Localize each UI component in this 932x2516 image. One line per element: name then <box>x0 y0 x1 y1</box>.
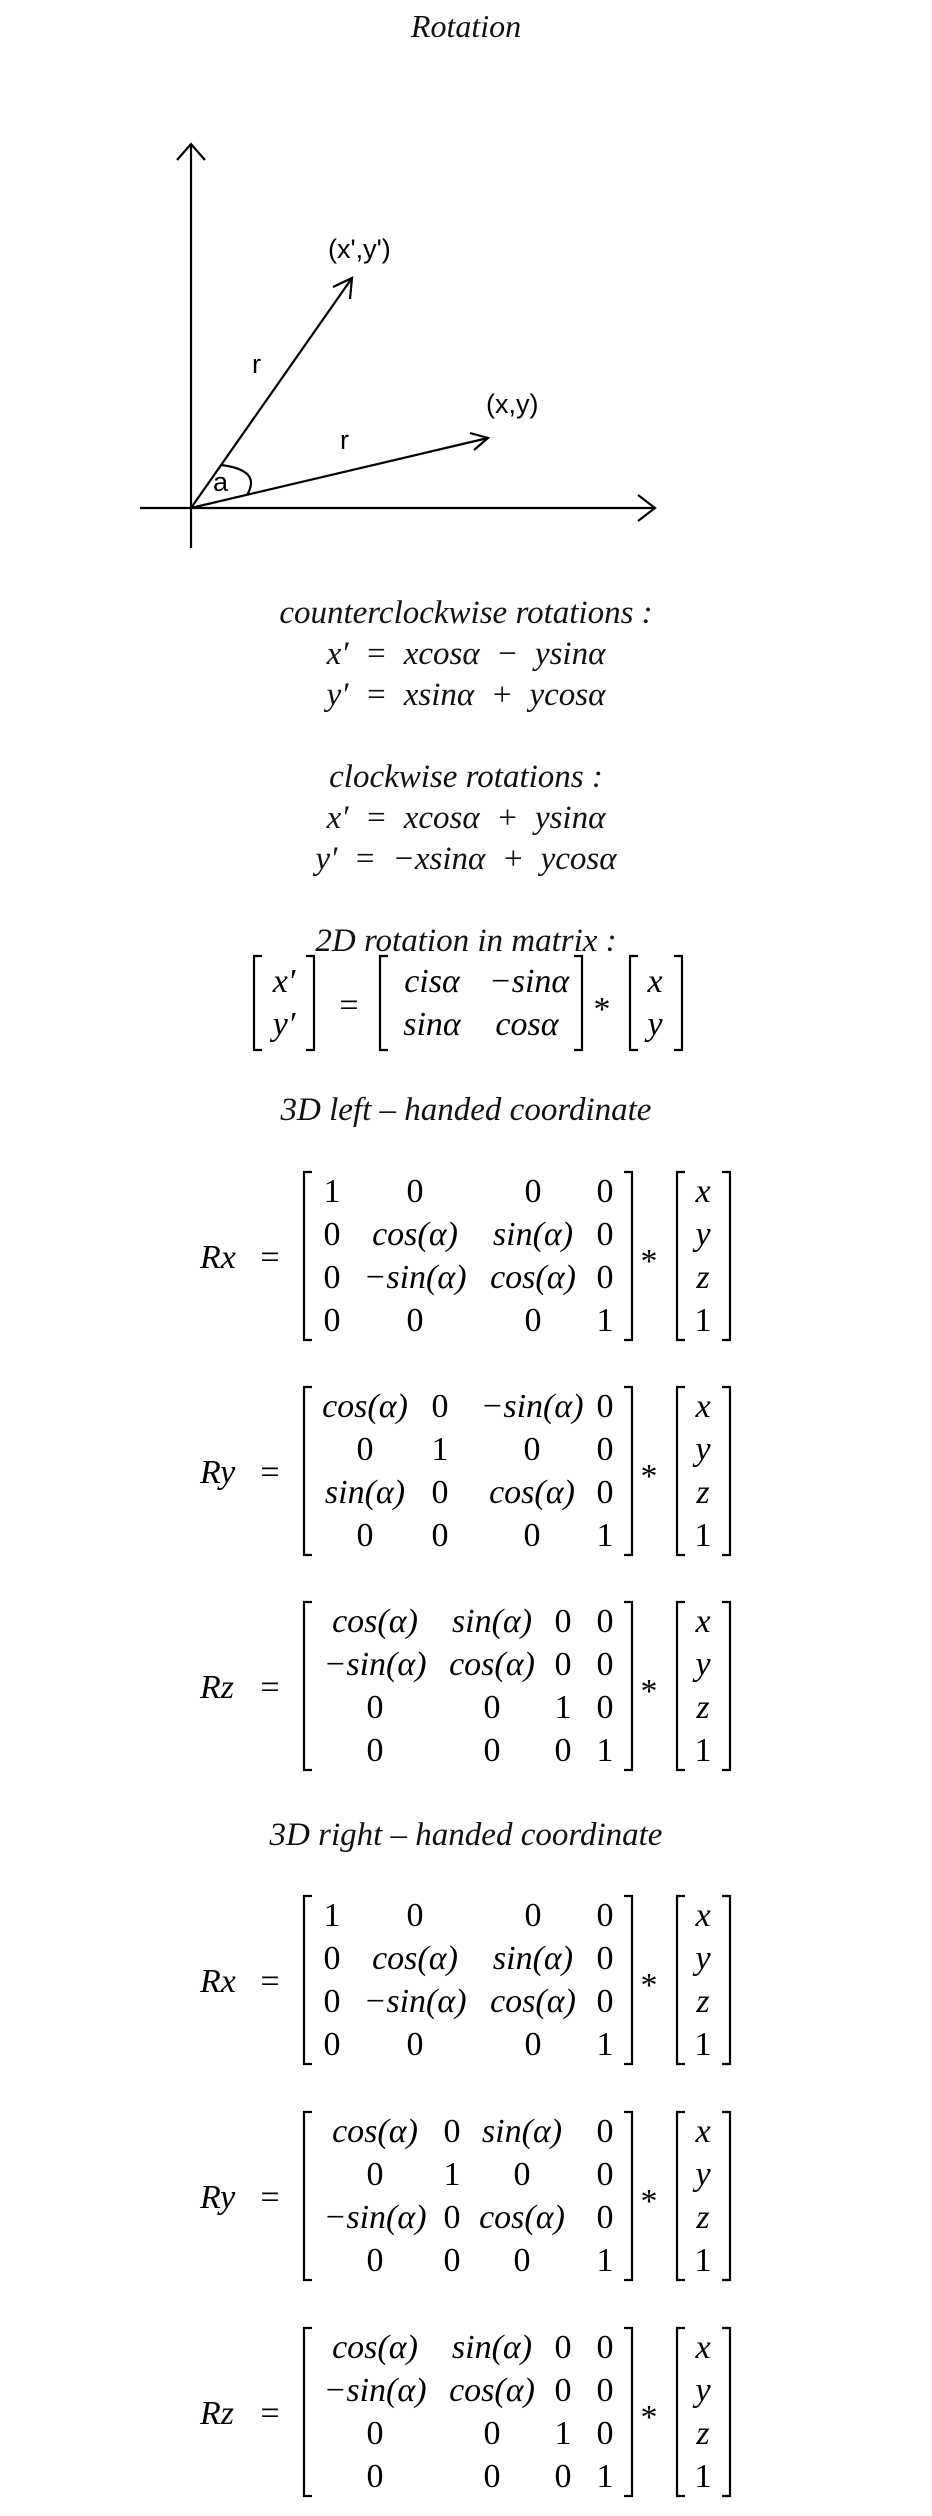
matrix-cell: sin(α) <box>492 1940 574 1977</box>
vector-left-bracket <box>677 1896 685 2064</box>
vector-cell: x <box>695 2113 711 2150</box>
matrix-cell: 0 <box>323 1940 341 1977</box>
matrix-cell: 1 <box>554 1689 572 1726</box>
vector-cell: x <box>695 1173 711 1210</box>
matrix-cell: sin(α) <box>481 2113 563 2150</box>
vector-left-bracket <box>677 2328 685 2496</box>
matrix-cell: 0 <box>323 2026 341 2063</box>
matrix-cell: 0 <box>596 1431 614 1468</box>
matrix-cell: 0 <box>443 2242 461 2279</box>
vector-cell: 1 <box>694 1302 712 1339</box>
matrix-cell: 0 <box>431 1474 449 1511</box>
multiply-sign: * <box>640 2183 658 2220</box>
matrix-cell: 1 <box>554 2415 572 2452</box>
matrix-cell: 0 <box>554 2372 572 2409</box>
vector-cell: z <box>696 1983 710 2020</box>
matrix-cell: sin(α) <box>324 1474 406 1511</box>
matrix-name: Ry <box>200 2179 236 2216</box>
vector-right-bracket <box>722 1602 730 1770</box>
matrix-left-bracket <box>304 2112 312 2280</box>
matrix-cell: 0 <box>554 2458 572 2495</box>
matrix-cell: 0 <box>431 1388 449 1425</box>
matrix-cell: 1 <box>323 1897 341 1934</box>
matrix-cell: 1 <box>596 1302 614 1339</box>
page-title: Rotation <box>410 8 522 44</box>
matrix-right-bracket <box>624 1896 632 2064</box>
vector-cell: y <box>695 1940 711 1977</box>
vector-cell: x <box>695 1388 711 1425</box>
matrix-left-bracket <box>304 2328 312 2496</box>
matrix-cell: 0 <box>523 1431 541 1468</box>
vector-cell: z <box>696 1474 710 1511</box>
matrix-left-bracket <box>304 1602 312 1770</box>
matrix-cell: 0 <box>596 2415 614 2452</box>
vector-left-bracket <box>677 1602 685 1770</box>
right-handed-rz-equation <box>0 2316 932 2516</box>
matrix-cell: 0 <box>356 1517 374 1554</box>
matrix-cell: cos(α) <box>372 1216 458 1253</box>
matrix-cell: 0 <box>443 2199 461 2236</box>
matrix-cell: cos(α) <box>332 2113 418 2150</box>
matrix-cell: 1 <box>443 2156 461 2193</box>
matrix-cell: cos(α) <box>490 1983 576 2020</box>
vector-right-bracket <box>722 1387 730 1555</box>
matrix-cell: 0 <box>596 1983 614 2020</box>
lhs-y-prime: y′ <box>272 1006 296 1043</box>
vector-left-bracket <box>630 956 638 1050</box>
matrix-cell: 1 <box>596 1732 614 1769</box>
matrix-cell: 0 <box>406 1302 424 1339</box>
vector-cell: x <box>695 1603 711 1640</box>
vector-cell: 1 <box>694 2242 712 2279</box>
label-r-original: r <box>340 425 349 455</box>
vector-cell: y <box>695 2372 711 2409</box>
left-handed-ry-equation <box>0 1375 932 1575</box>
lhs-right-bracket <box>306 956 314 1050</box>
matrix-cell: 0 <box>523 1517 541 1554</box>
matrix-cell: 0 <box>366 2156 384 2193</box>
multiply-sign: * <box>593 991 611 1028</box>
equals-sign: = <box>260 1669 280 1706</box>
matrix-cell: sinα <box>403 1006 461 1043</box>
matrix-cell: 0 <box>443 2113 461 2150</box>
vector-cell: y <box>695 1431 711 1468</box>
vector-right-bracket <box>722 1172 730 1340</box>
matrix-cell: 0 <box>366 1689 384 1726</box>
vector-cell: 1 <box>694 1732 712 1769</box>
matrix-cell: −sin(α) <box>323 2372 427 2409</box>
vector-cell: y <box>695 1216 711 1253</box>
matrix-cell: 0 <box>596 1689 614 1726</box>
matrix-cell: 0 <box>366 2242 384 2279</box>
ccw-equation-1: x′ = xcosα − ysinα <box>326 636 606 672</box>
cw-equation-2: y′ = −xsinα + ycosα <box>315 841 617 877</box>
matrix-cell: −sin(α) <box>363 1259 467 1296</box>
matrix-cell: cos(α) <box>332 2329 418 2366</box>
equals-sign: = <box>260 2395 280 2432</box>
matrix-cell: 0 <box>406 1897 424 1934</box>
ccw-equation-2: y′ = xsinα + ycosα <box>326 677 606 713</box>
cw-equation-1: x′ = xcosα + ysinα <box>326 800 606 836</box>
matrix-cell: 0 <box>513 2242 531 2279</box>
label-r-rotated: r <box>252 349 261 379</box>
matrix-cell: sin(α) <box>451 1603 533 1640</box>
matrix-cell: sin(α) <box>492 1216 574 1253</box>
matrix-cell: 0 <box>483 2458 501 2495</box>
label-angle: a <box>213 467 229 497</box>
multiply-sign: * <box>640 1458 658 1495</box>
matrix-left-bracket <box>304 1172 312 1340</box>
matrix-cell: 0 <box>431 1517 449 1554</box>
matrix-left-bracket <box>304 1387 312 1555</box>
matrix-cell: 1 <box>323 1173 341 1210</box>
matrix-left-bracket <box>304 1896 312 2064</box>
matrix-name: Rz <box>200 1669 234 1706</box>
matrix-left-bracket <box>380 956 388 1050</box>
matrix-cell: 0 <box>366 2415 384 2452</box>
matrix-cell: 0 <box>366 1732 384 1769</box>
matrix-cell: −sin(α) <box>363 1983 467 2020</box>
matrix-cell: 0 <box>483 1689 501 1726</box>
cw-heading: clockwise rotations : <box>329 759 603 795</box>
label-xy: (x,y) <box>486 389 539 419</box>
multiply-sign: * <box>640 1673 658 1710</box>
matrix-cell: 0 <box>596 2113 614 2150</box>
matrix-cell: 0 <box>596 1897 614 1934</box>
vector-cell: z <box>696 1259 710 1296</box>
matrix-cell: 0 <box>356 1431 374 1468</box>
vector-right-bracket <box>722 1896 730 2064</box>
matrix-cell: 0 <box>323 1983 341 2020</box>
vector-cell: x <box>695 1897 711 1934</box>
matrix-cell: cos(α) <box>449 1646 535 1683</box>
matrix-cell: 0 <box>406 1173 424 1210</box>
matrix-cell: 1 <box>596 2458 614 2495</box>
matrix-cell: cos(α) <box>449 2372 535 2409</box>
matrix-cell: 0 <box>596 1646 614 1683</box>
equals-sign: = <box>260 1239 280 1276</box>
vector-cell: z <box>696 2199 710 2236</box>
matrix-cell: 0 <box>596 1603 614 1640</box>
matrix-right-bracket <box>574 956 582 1050</box>
matrix-cell: 0 <box>596 1474 614 1511</box>
matrix-cell: 0 <box>323 1216 341 1253</box>
matrix-cell: 1 <box>431 1431 449 1468</box>
matrix-cell: 0 <box>366 2458 384 2495</box>
rot2d-equation <box>0 952 932 1062</box>
matrix-cell: 0 <box>596 1173 614 1210</box>
label-xy-prime: (x',y') <box>328 234 391 264</box>
matrix-cell: 0 <box>596 2156 614 2193</box>
matrix-cell: 0 <box>596 1388 614 1425</box>
multiply-sign: * <box>640 1967 658 2004</box>
equals-sign: = <box>260 1963 280 2000</box>
matrix-cell: 0 <box>323 1302 341 1339</box>
equals-sign: = <box>260 1454 280 1491</box>
vector-left-bracket <box>677 1387 685 1555</box>
matrix-cell: 1 <box>596 2026 614 2063</box>
right-handed-heading: 3D right – handed coordinate <box>269 1817 663 1853</box>
vector-cell: 1 <box>694 2026 712 2063</box>
right-handed-rx-equation <box>0 1884 932 2084</box>
vector-left-bracket <box>677 2112 685 2280</box>
matrix-cell: 0 <box>596 1216 614 1253</box>
vector-left-bracket <box>677 1172 685 1340</box>
matrix-name: Ry <box>200 1454 236 1491</box>
lhs-x-prime: x′ <box>272 963 296 1000</box>
matrix-cell: cos(α) <box>372 1940 458 1977</box>
multiply-sign: * <box>640 2399 658 2436</box>
matrix-right-bracket <box>624 2112 632 2280</box>
matrix-cell: cos(α) <box>489 1474 575 1511</box>
vector-x: x <box>647 963 663 1000</box>
matrix-cell: −sin(α) <box>323 1646 427 1683</box>
left-handed-heading: 3D left – handed coordinate <box>280 1092 652 1128</box>
left-handed-rx-equation <box>0 1160 932 1360</box>
matrix-cell: cos(α) <box>332 1603 418 1640</box>
matrix-cell: 0 <box>596 2199 614 2236</box>
matrix-cell: 0 <box>554 1603 572 1640</box>
matrix-cell: −sin(α) <box>323 2199 427 2236</box>
vector-cell: x <box>695 2329 711 2366</box>
matrix-cell: cisα <box>404 963 460 1000</box>
matrix-cell: 0 <box>524 1173 542 1210</box>
matrix-cell: cos(α) <box>322 1388 408 1425</box>
equals-sign: = <box>339 987 359 1024</box>
right-handed-ry-equation <box>0 2100 932 2300</box>
matrix-right-bracket <box>624 1172 632 1340</box>
matrix-right-bracket <box>624 1387 632 1555</box>
matrix-cell: 0 <box>406 2026 424 2063</box>
vector-right-bracket <box>674 956 682 1050</box>
matrix-cell: 0 <box>554 2329 572 2366</box>
matrix-name: Rx <box>200 1239 236 1276</box>
vector-cell: y <box>695 2156 711 2193</box>
matrix-cell: 0 <box>513 2156 531 2193</box>
vector-cell: 1 <box>694 1517 712 1554</box>
ccw-heading: counterclockwise rotations : <box>279 595 653 631</box>
matrix-cell: 1 <box>596 2242 614 2279</box>
matrix-cell: 0 <box>596 2372 614 2409</box>
lhs-left-bracket <box>254 956 262 1050</box>
vector-right-bracket <box>722 2112 730 2280</box>
matrix-cell: 0 <box>483 1732 501 1769</box>
matrix-cell: 0 <box>554 1732 572 1769</box>
matrix-cell: cos(α) <box>490 1259 576 1296</box>
vector-cell: 1 <box>694 2458 712 2495</box>
vector-cell: z <box>696 1689 710 1726</box>
vector-y: y <box>647 1006 663 1043</box>
matrix-right-bracket <box>624 2328 632 2496</box>
matrix-name: Rz <box>200 2395 234 2432</box>
matrix-cell: 0 <box>596 1940 614 1977</box>
matrix-cell: −sinα <box>488 963 570 1000</box>
equals-sign: = <box>260 2179 280 2216</box>
multiply-sign: * <box>640 1243 658 1280</box>
matrix-cell: 0 <box>524 1897 542 1934</box>
matrix-name: Rx <box>200 1963 236 2000</box>
matrix-cell: cos(α) <box>479 2199 565 2236</box>
left-handed-rz-equation <box>0 1590 932 1790</box>
vector-cell: y <box>695 1646 711 1683</box>
matrix-cell: cosα <box>495 1006 559 1043</box>
vector-right-bracket <box>722 2328 730 2496</box>
matrix-cell: −sin(α) <box>480 1388 584 1425</box>
matrix-right-bracket <box>624 1602 632 1770</box>
matrix-cell: 1 <box>596 1517 614 1554</box>
matrix-cell: 0 <box>323 1259 341 1296</box>
vector-cell: z <box>696 2415 710 2452</box>
rot2d-heading: 2D rotation in matrix : <box>315 923 617 959</box>
matrix-cell: 0 <box>524 1302 542 1339</box>
matrix-cell: 0 <box>596 2329 614 2366</box>
matrix-cell: 0 <box>596 1259 614 1296</box>
matrix-cell: sin(α) <box>451 2329 533 2366</box>
matrix-cell: 0 <box>554 1646 572 1683</box>
matrix-cell: 0 <box>483 2415 501 2452</box>
matrix-cell: 0 <box>524 2026 542 2063</box>
